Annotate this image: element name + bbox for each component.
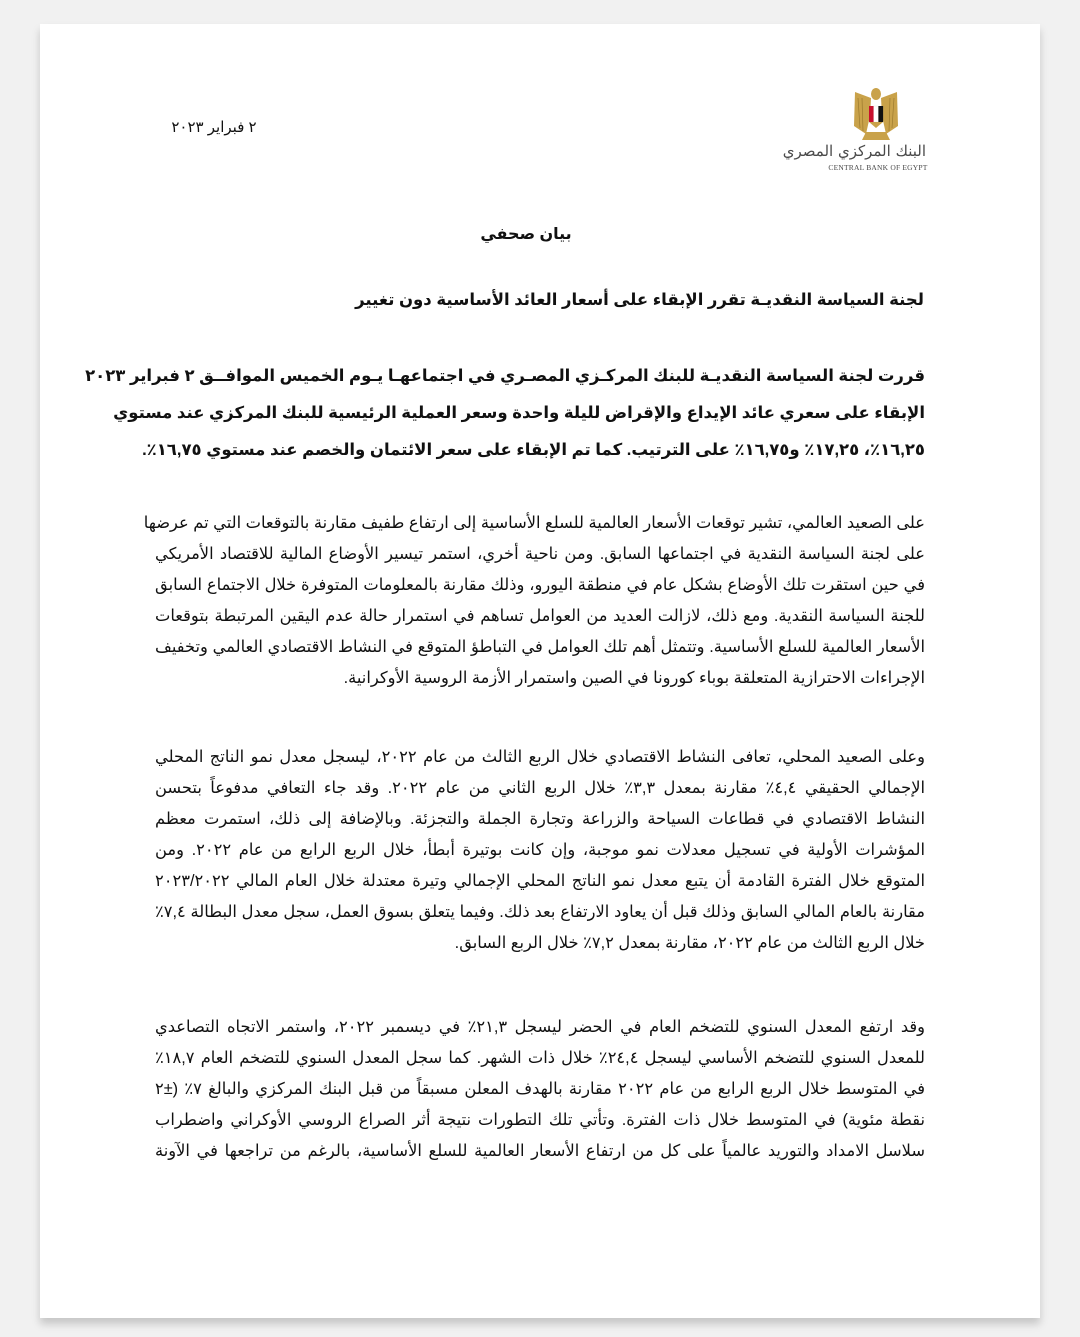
text-line: الإبقاء على سعري عائد الإيداع والإقراض لليلة واحدة وسعر العملية الرئيسية للبنك المركزي عند مستوي	[113, 404, 925, 422]
text-line: الإجمالي الحقيقي ٤,٤٪ مقارنة بمعدل ٣,٣٪ خلال الربع الثاني من عام ٢٠٢٢. وقد جاء التعافي مدفوعاً بتحسن	[155, 779, 926, 797]
text-line: مقارنة بالعام المالي السابق وذلك قبل أن يعاود الارتفاع بعد ذلك. وفيما يتعلق بسوق العمل، سجل معدل البطالة ٧,٤٪	[155, 903, 925, 921]
text-line: وقد ارتفع المعدل السنوي للتضخم العام في الحضر ليسجل ٢١,٣٪ في ديسمبر ٢٠٢٢، واستمر الاتجاه التصاعدي	[155, 1018, 926, 1036]
text-line: الإجراءات الاحترازية المتعلقة بوباء كورونا في الصين واستمرار الأزمة الروسية الأوكرانية.	[343, 669, 925, 687]
document-title: بيان صحفي	[480, 226, 572, 243]
text-line: على الصعيد العالمي، تشير توقعات الأسعار العالمية للسلع الأساسية إلى ارتفاع طفيف مقارنة بالتوقعات التي تم عرضها	[143, 514, 925, 532]
text-line: في المتوسط خلال الربع الرابع من عام ٢٠٢٢ مقارنة بالهدف المعلن مسبقاً من قبل البنك المركزي والبالغ ٧٪ (±٢	[155, 1080, 925, 1098]
text-line: على لجنة السياسة النقدية في اجتماعها السابق. ومن ناحية أخري، استمر تيسير الأوضاع المالية للاقتصاد الأمريكي	[155, 545, 925, 563]
text-line: للمعدل السنوي للتضخم الأساسي ليسجل ٢٤,٤٪ خلال ذات الشهر. كما سجل المعدل السنوي للتضخم العام ١٨,٧٪	[155, 1049, 925, 1067]
paragraph-global	[143, 508, 925, 694]
headline: لجنة السياسة النقديـة تقرر الإبقاء على أسعار العائد الأساسية دون تغيير	[355, 291, 924, 309]
document-date: ٢ فبراير ٢٠٢٣	[171, 119, 257, 136]
text-line: خلال الربع الثالث من عام ٢٠٢٢، مقارنة بمعدل ٧,٢٪ خلال الربع السابق.	[454, 934, 925, 952]
text-line: قررت لجنة السياسة النقديـة للبنك المركـزي المصـري في اجتماعهـا يـوم الخميس الموافــق ٢ فبراير ٢٠٢٣	[85, 367, 925, 385]
text-line: الأسعار العالمية للسلع الأساسية. وتتمثل أهم تلك العوامل في التباطؤ المتوقع في النشاط الاقتصادي العالمي وتخفيف	[155, 638, 925, 656]
logo-arabic-text: البنك المركزي المصري	[782, 142, 926, 160]
text-line: النشاط الاقتصادي في قطاعات السياحة والزراعة وتجارة الجملة والتجزئة. وبالإضافة إلى ذلك، استمرت معظم	[155, 810, 925, 828]
text-line: في حين استقرت تلك الأوضاع بشكل عام في منطقة اليورو، وذلك مقارنة بالمعلومات المتوفرة خلال الاجتماع السابق	[155, 576, 925, 594]
lead-paragraph	[85, 358, 925, 469]
document-page	[40, 24, 1040, 1318]
logo-english-text: CENTRAL BANK OF EGYPT	[828, 163, 928, 172]
paragraph-domestic	[155, 742, 925, 959]
central-bank-logo	[782, 86, 946, 178]
text-line: سلاسل الامداد والتوريد عالمياً على كل من ارتفاع الأسعار العالمية للسلع الأساسية، بالرغم من تراجعها في الآونة	[155, 1142, 925, 1160]
text-line: نقطة مئوية) في المتوسط خلال ذات الفترة. وتأتي تلك التطورات نتيجة أثر الصراع الروسي الأوكراني واضطراب	[155, 1111, 925, 1129]
text-line: وعلى الصعيد المحلي، تعافى النشاط الاقتصادي خلال الربع الثالث من عام ٢٠٢٢، ليسجل معدل نمو الناتج المحلي	[155, 748, 926, 766]
text-line: المؤشرات الأولية في تسجيل معدلات نمو موجبة، وإن كانت بوتيرة أبطأ، خلال الربع الرابع من عام ٢٠٢٢. ومن	[155, 841, 925, 859]
paragraph-inflation	[155, 1012, 925, 1167]
text-line: للجنة السياسة النقدية. ومع ذلك، لازالت العديد من العوامل تساهم في استمرار حالة عدم اليقين المرتبطة بتوقعات	[155, 607, 925, 625]
text-line: المتوقع خلال الفترة القادمة أن يتبع معدل نمو الناتج المحلي الإجمالي وتيرة معتدلة خلال العام المالي ٢٠٢٣/٢٠٢٢	[155, 872, 925, 890]
text-line: ١٦,٢٥٪، ١٧,٢٥٪ و١٦,٧٥٪ على الترتيب. كما تم الإبقاء على سعر الائتمان والخصم عند مستوي ١٦,٧٥٪.	[142, 441, 925, 459]
eagle-emblem-icon	[852, 86, 900, 144]
